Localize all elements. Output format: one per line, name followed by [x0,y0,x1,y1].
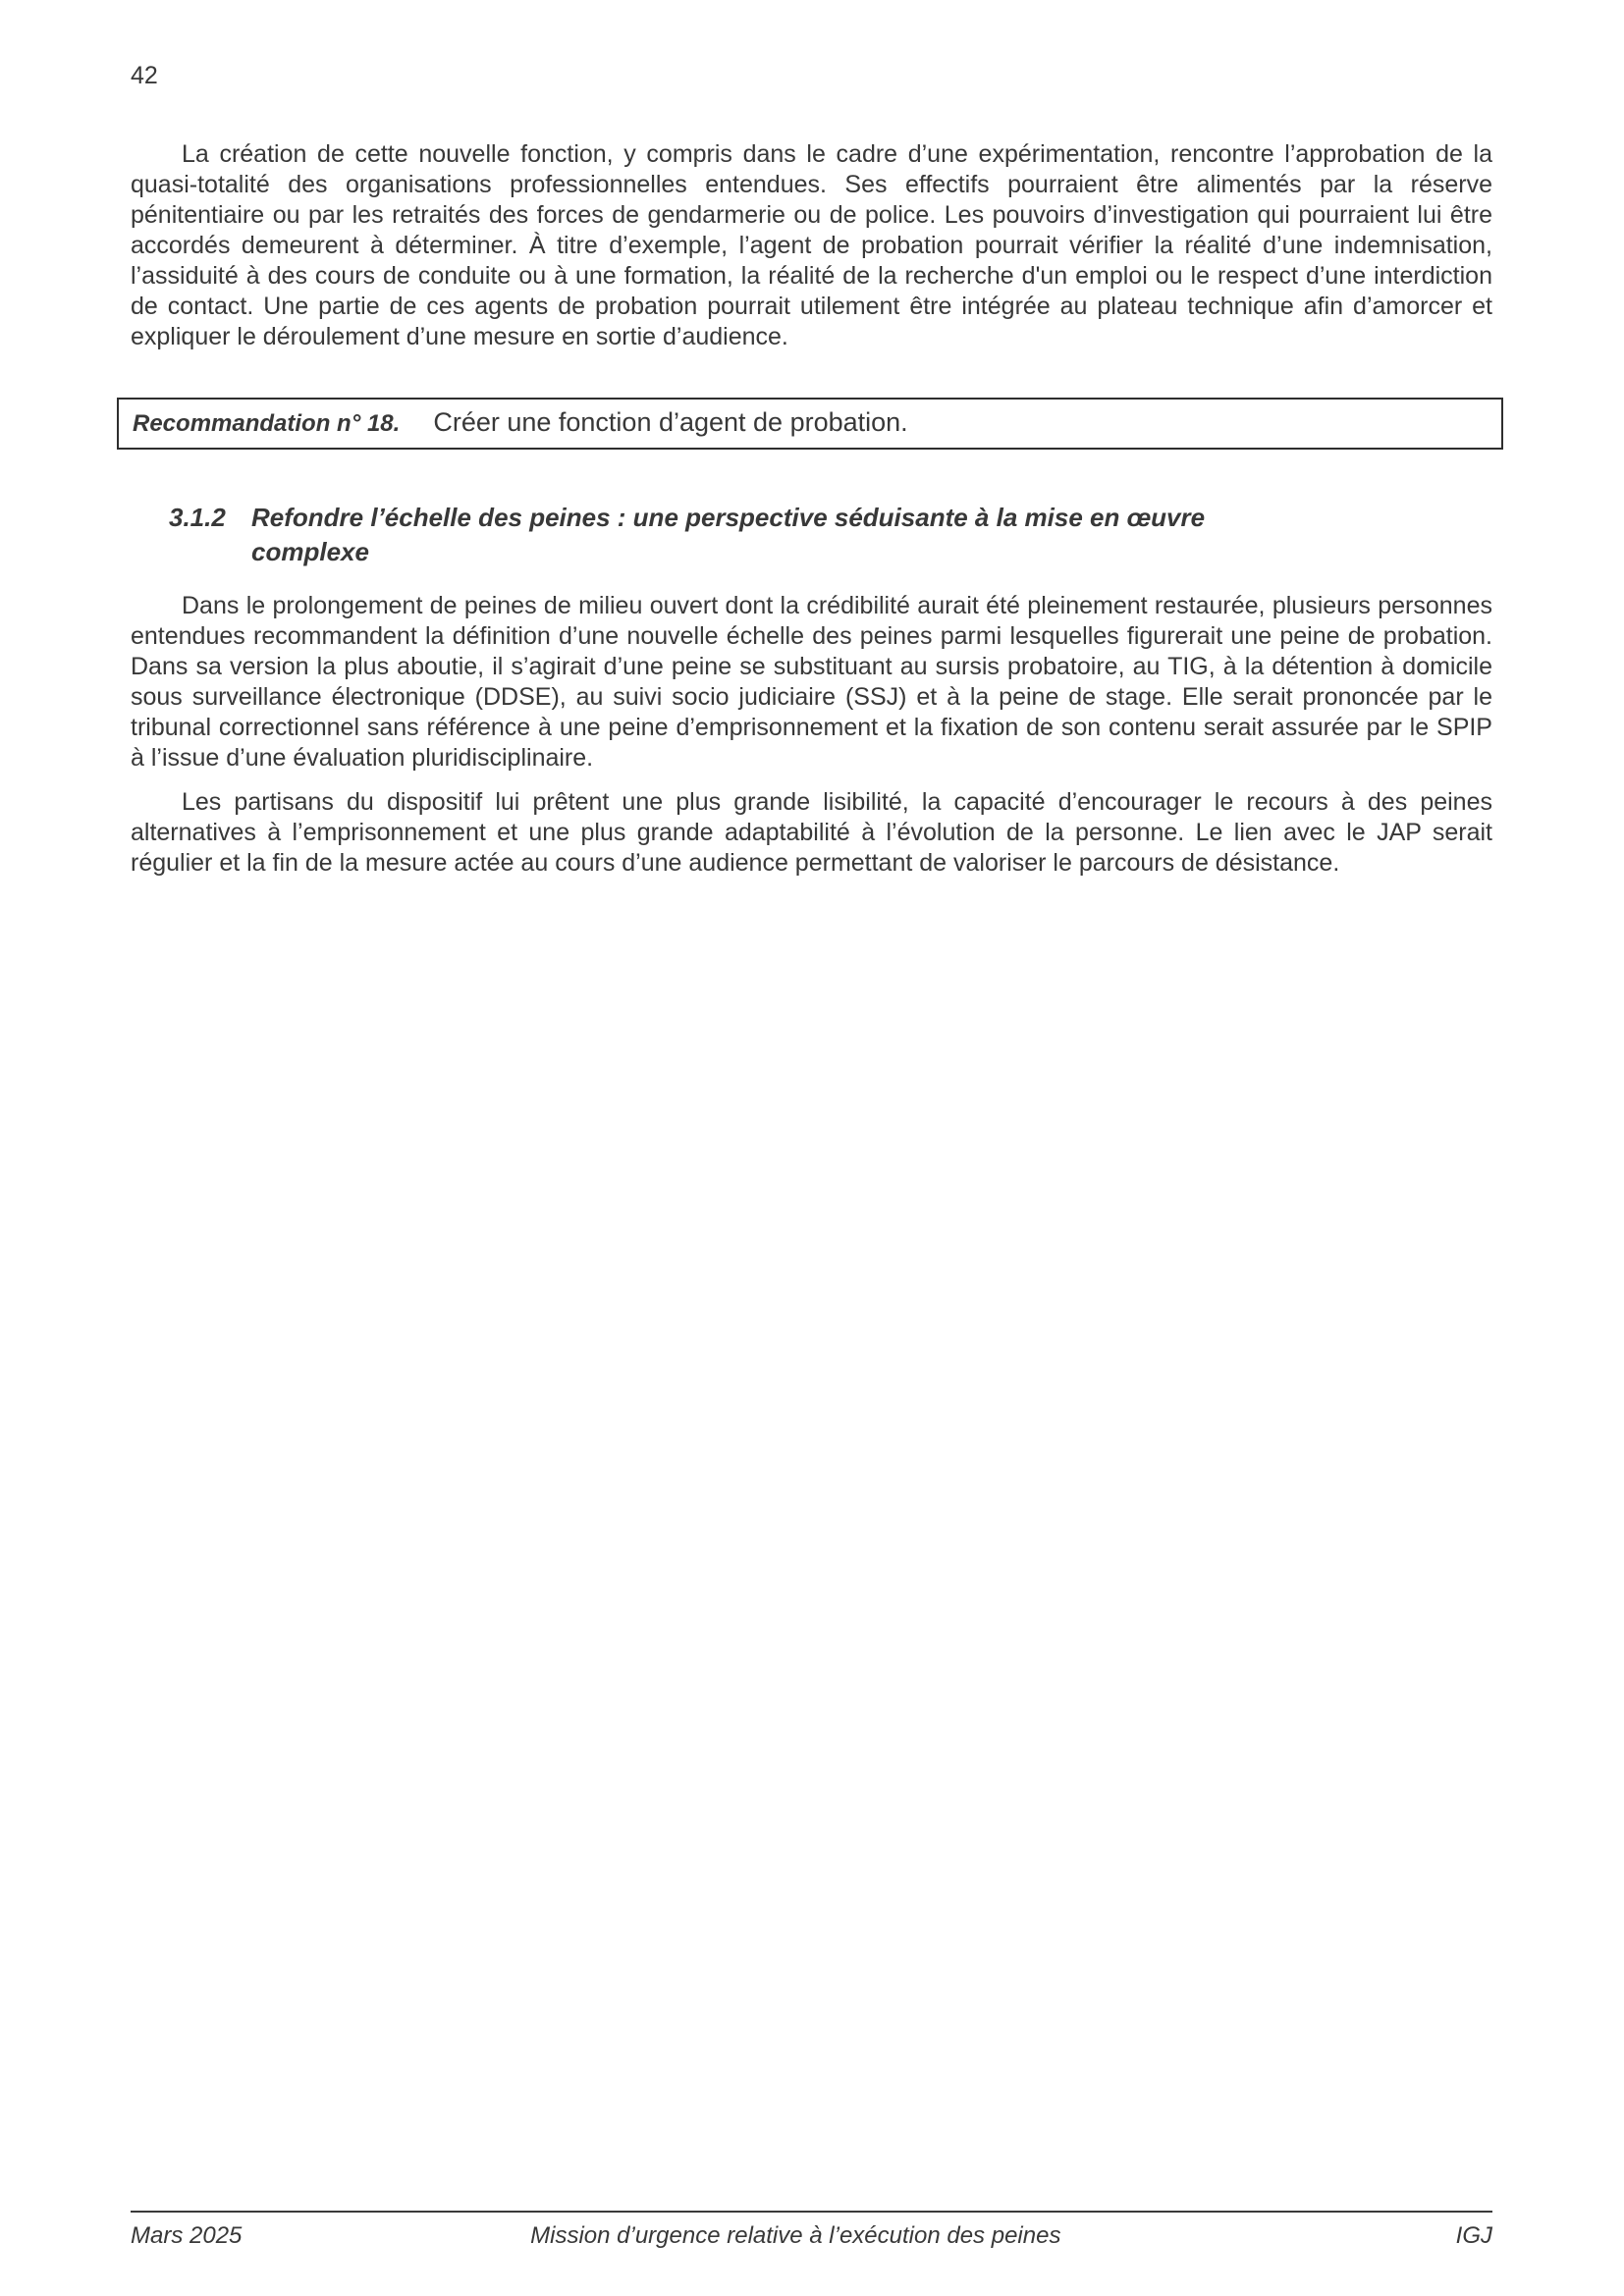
section-number: 3.1.2 [169,503,226,532]
footer-report-title: Mission d’urgence relative à l’exécution des peines [530,2222,1061,2249]
paragraph-3: Les partisans du dispositif lui prêtent une plus grande lisibilité, la capacité d’encourager le recours à des peines alternatives à l’emprisonnement et une plus grande adaptabilité à l’évolution de la personne. Le lien avec le JAP serait régulier et la fin de la mesure actée au cours d’une audience permettant de valoriser le parcours de désistance. [131,788,1492,877]
page-content [131,62,1492,892]
footer-org: IGJ [1455,2222,1492,2249]
recommendation-box [117,398,1503,450]
page-footer [131,2211,1492,2254]
recommendation-text: Créer une fonction d’agent de probation. [433,407,908,437]
paragraph-2: Dans le prolongement de peines de milieu ouvert dont la crédibilité aurait été pleinement restaurée, plusieurs personnes entendues recommandent la définition d’une nouvelle échelle des peines parmi lesquelles figurerait une peine de probation. Dans sa version la plus aboutie, il s’agirait d’une peine se substituant au sursis probatoire, au TIG, à la détention à domicile sous surveillance électronique (DDSE), au suivi socio judiciaire (SSJ) et à la peine de stage. Elle serait prononcée par le tribunal correctionnel sans référence à une peine d’emprisonnement et la fixation de son contenu serait assurée par le SPIP à l’issue d’une évaluation pluridisciplinaire. [131,592,1492,772]
footer-date: Mars 2025 [131,2222,243,2249]
section-title: Refondre l’échelle des peines : une perspective séduisante à la mise en œuvre complexe [251,503,1206,566]
page-number: 42 [131,62,158,89]
paragraph-1: La création de cette nouvelle fonction, y compris dans le cadre d’une expérimentation, rencontre l’approbation de la quasi-totalité des organisations professionnelles entendues. Ses effectifs pourraient être alimentés par la réserve pénitentiaire ou par les retraités des forces de gendarmerie ou de police. Les pouvoirs d’investigation qui pourraient lui être accordés demeurent à déterminer. À titre d’exemple, l’agent de probation pourrait vérifier la réalité d’une indemnisation, l’assiduité à des cours de conduite ou à une formation, la réalité de la recherche d'un emploi ou le respect d’une interdiction de contact. Une partie de ces agents de probation pourrait utilement être intégrée au plateau technique afin d’amorcer et expliquer le déroulement d’une mesure en sortie d’audience. [131,140,1492,350]
recommendation-label: Recommandation n° 18. [133,410,401,437]
section-heading [169,501,1492,569]
